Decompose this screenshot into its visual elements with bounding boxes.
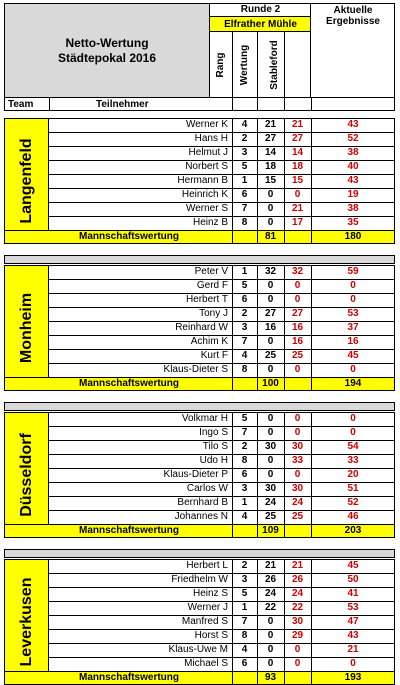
- player-rang: 1: [241, 266, 248, 277]
- player-ergebnis: 52: [347, 133, 359, 144]
- player-stableford: 25: [291, 511, 304, 522]
- player-wertung: 0: [267, 189, 274, 200]
- summary-wertung: 100: [262, 378, 279, 389]
- player-ergebnis: 0: [350, 413, 356, 424]
- player-stableford: 0: [294, 413, 301, 424]
- player-rang: 1: [241, 497, 248, 508]
- player-wertung: 25: [264, 350, 277, 361]
- player-rang: 6: [241, 294, 248, 305]
- grid-vline: [232, 230, 233, 244]
- col-header-wertung: Wertung: [239, 44, 250, 86]
- player-rang: 6: [241, 469, 248, 480]
- player-wertung: 30: [264, 441, 277, 452]
- player-stableford: 16: [291, 336, 304, 347]
- grid-vline: [232, 377, 233, 391]
- player-rang: 2: [241, 308, 248, 319]
- player-ergebnis: 53: [347, 602, 359, 613]
- player-rang: 5: [241, 161, 248, 172]
- player-rang: 4: [241, 511, 248, 522]
- player-ergebnis: 40: [347, 161, 359, 172]
- player-ergebnis: 0: [350, 294, 356, 305]
- player-stableford: 25: [291, 350, 304, 361]
- player-wertung: 0: [267, 280, 274, 291]
- player-stableford: 27: [291, 308, 304, 319]
- summary-ergebnis: 194: [344, 378, 362, 389]
- player-wertung: 0: [267, 616, 274, 627]
- player-wertung: 32: [264, 266, 277, 277]
- player-wertung: 0: [267, 413, 274, 424]
- player-ergebnis: 38: [347, 147, 359, 158]
- player-stableford: 16: [291, 322, 304, 333]
- player-ergebnis: 43: [347, 175, 359, 186]
- player-wertung: 15: [264, 175, 277, 186]
- grid-vline: [284, 671, 285, 685]
- player-wertung: 0: [267, 469, 274, 480]
- summary-label: Mannschaftswertung: [79, 525, 180, 536]
- player-wertung: 0: [267, 294, 274, 305]
- team-separator: [4, 549, 395, 558]
- player-name: Werner J: [187, 602, 228, 613]
- team-name: Düsseldorf: [17, 433, 35, 517]
- player-stableford: 0: [294, 658, 301, 669]
- summary-label: Mannschaftswertung: [79, 231, 180, 242]
- player-ergebnis: 54: [347, 441, 359, 452]
- venue-label: Elfrather Mühle: [224, 19, 297, 30]
- player-ergebnis: 51: [347, 483, 359, 494]
- player-ergebnis: 41: [347, 588, 359, 599]
- player-wertung: 0: [267, 630, 274, 641]
- team-separator: [4, 255, 395, 264]
- player-name: Gerd F: [196, 280, 228, 291]
- grid-vline: [284, 230, 285, 244]
- player-name: Friedhelm W: [171, 574, 228, 585]
- player-rang: 2: [241, 441, 248, 452]
- player-wertung: 0: [267, 217, 274, 228]
- summary-wertung: 109: [262, 525, 279, 536]
- player-name: Herbert L: [186, 560, 228, 571]
- summary-ergebnis: 180: [344, 231, 362, 242]
- player-ergebnis: 0: [350, 427, 356, 438]
- player-wertung: 0: [267, 364, 274, 375]
- summary-ergebnis: 193: [344, 672, 362, 683]
- player-stableford: 29: [291, 630, 304, 641]
- grid-vline: [232, 671, 233, 685]
- player-name: Werner S: [185, 203, 228, 214]
- player-name: Ingo S: [199, 427, 228, 438]
- player-rang: 7: [241, 427, 248, 438]
- player-ergebnis: 47: [347, 616, 359, 627]
- player-wertung: 0: [267, 455, 274, 466]
- team-header-row: [4, 98, 395, 111]
- player-rang: 1: [241, 602, 248, 613]
- sheet-subtitle: Städtepokal 2016: [57, 51, 157, 65]
- player-rang: 7: [241, 203, 248, 214]
- player-name: Horst S: [194, 630, 228, 641]
- player-name: Kurt F: [200, 350, 228, 361]
- player-stableford: 0: [294, 294, 301, 305]
- player-rang: 4: [241, 119, 248, 130]
- player-ergebnis: 43: [347, 630, 359, 641]
- player-ergebnis: 43: [347, 119, 359, 130]
- player-ergebnis: 19: [347, 189, 359, 200]
- col-header-stableford: Stableford: [269, 40, 280, 90]
- player-ergebnis: 37: [347, 322, 359, 333]
- player-stableford: 21: [291, 560, 304, 571]
- player-name: Heinrich K: [181, 189, 228, 200]
- summary-label: Mannschaftswertung: [79, 672, 180, 683]
- player-name: Udo H: [199, 455, 228, 466]
- player-wertung: 0: [267, 658, 274, 669]
- player-ergebnis: 16: [347, 336, 359, 347]
- player-name: Volkmar H: [181, 413, 228, 424]
- player-ergebnis: 21: [347, 644, 359, 655]
- player-name: Peter V: [194, 266, 228, 277]
- player-ergebnis: 35: [347, 217, 359, 228]
- player-stableford: 21: [291, 119, 304, 130]
- player-ergebnis: 0: [350, 658, 356, 669]
- player-stableford: 14: [291, 147, 304, 158]
- player-name: Klaus-Dieter P: [163, 469, 228, 480]
- player-name: Bernhard B: [177, 497, 228, 508]
- player-name: Johannes N: [174, 511, 228, 522]
- summary-wertung: 93: [264, 672, 277, 683]
- player-rang: 5: [241, 413, 248, 424]
- results-title-2: Ergebnisse: [326, 16, 380, 27]
- player-name: Heinz B: [192, 217, 228, 228]
- player-name: Reinhard W: [175, 322, 228, 333]
- player-name: Michael S: [184, 658, 228, 669]
- player-rang: 8: [241, 455, 248, 466]
- summary-wertung: 81: [264, 231, 277, 242]
- player-stableford: 24: [291, 497, 304, 508]
- player-name: Klaus-Uwe M: [168, 644, 228, 655]
- sheet-title: Netto-Wertung: [65, 36, 149, 50]
- summary-label: Mannschaftswertung: [79, 378, 180, 389]
- player-rang: 3: [241, 574, 248, 585]
- player-ergebnis: 20: [347, 469, 359, 480]
- player-name: Klaus-Dieter S: [163, 364, 228, 375]
- grid-vline: [284, 524, 285, 538]
- player-wertung: 27: [264, 133, 277, 144]
- player-name: Hans H: [194, 133, 228, 144]
- player-rang: 3: [241, 483, 248, 494]
- player-rang: 3: [241, 147, 248, 158]
- player-rang: 3: [241, 322, 248, 333]
- player-name: Norbert S: [185, 161, 228, 172]
- player-ergebnis: 0: [350, 364, 356, 375]
- player-name: Herbert T: [185, 294, 228, 305]
- summary-ergebnis: 203: [344, 525, 362, 536]
- player-stableford: 32: [291, 266, 304, 277]
- player-ergebnis: 50: [347, 574, 359, 585]
- player-rang: 6: [241, 658, 248, 669]
- round-label: Runde 2: [240, 4, 281, 15]
- player-stableford: 21: [291, 203, 304, 214]
- player-stableford: 17: [291, 217, 304, 228]
- player-rang: 6: [241, 189, 248, 200]
- player-rang: 4: [241, 350, 248, 361]
- player-ergebnis: 33: [347, 455, 359, 466]
- player-stableford: 26: [291, 574, 304, 585]
- player-stableford: 0: [294, 280, 301, 291]
- team-name: Langenfeld: [17, 138, 35, 224]
- player-name: Achim K: [190, 336, 228, 347]
- player-rang: 5: [241, 280, 248, 291]
- player-stableford: 0: [294, 189, 301, 200]
- player-stableford: 33: [291, 455, 304, 466]
- player-wertung: 0: [267, 644, 274, 655]
- player-wertung: 0: [267, 427, 274, 438]
- player-wertung: 16: [264, 322, 277, 333]
- player-stableford: 0: [294, 644, 301, 655]
- team-name: Leverkusen: [17, 577, 35, 667]
- player-stableford: 15: [291, 175, 304, 186]
- player-wertung: 24: [264, 497, 277, 508]
- player-wertung: 27: [264, 308, 277, 319]
- results-title-1: Aktuelle: [333, 5, 373, 16]
- player-name: Heinz S: [192, 588, 228, 599]
- player-stableford: 0: [294, 469, 301, 480]
- player-ergebnis: 59: [347, 266, 359, 277]
- player-ergebnis: 52: [347, 497, 359, 508]
- player-rang: 8: [241, 630, 248, 641]
- player-wertung: 0: [267, 203, 274, 214]
- player-wertung: 0: [267, 336, 274, 347]
- player-name: Carlos W: [186, 483, 228, 494]
- player-ergebnis: 53: [347, 308, 359, 319]
- player-name: Tony J: [199, 308, 228, 319]
- player-wertung: 21: [264, 560, 277, 571]
- player-stableford: 22: [291, 602, 304, 613]
- grid-vline: [232, 524, 233, 538]
- player-stableford: 0: [294, 427, 301, 438]
- player-name: Manfred S: [181, 616, 228, 627]
- player-rang: 8: [241, 217, 248, 228]
- col-header-rang: Rang: [215, 52, 226, 78]
- team-separator: [4, 402, 395, 411]
- player-stableford: 30: [291, 616, 304, 627]
- player-rang: 7: [241, 616, 248, 627]
- player-rang: 5: [241, 588, 248, 599]
- player-wertung: 24: [264, 588, 277, 599]
- player-wertung: 21: [264, 119, 277, 130]
- player-stableford: 24: [291, 588, 304, 599]
- player-ergebnis: 46: [347, 511, 359, 522]
- player-stableford: 27: [291, 133, 304, 144]
- player-wertung: 22: [264, 602, 277, 613]
- player-wertung: 14: [264, 147, 277, 158]
- player-rang: 4: [241, 644, 248, 655]
- player-name: Helmut J: [188, 147, 228, 158]
- player-ergebnis: 45: [347, 560, 359, 571]
- player-name: Tilo S: [202, 441, 228, 452]
- player-rang: 1: [241, 175, 248, 186]
- player-stableford: 0: [294, 364, 301, 375]
- player-stableford: 30: [291, 483, 304, 494]
- player-name: Hermann B: [177, 175, 228, 186]
- player-wertung: 26: [264, 574, 277, 585]
- results-sheet: [4, 3, 395, 683]
- player-rang: 8: [241, 364, 248, 375]
- player-ergebnis: 45: [347, 350, 359, 361]
- col-header-teilnehmer: Teilnehmer: [96, 99, 149, 110]
- col-header-team: Team: [8, 99, 34, 110]
- player-wertung: 30: [264, 483, 277, 494]
- team-name: Monheim: [17, 292, 35, 364]
- player-name: Werner K: [185, 119, 228, 130]
- player-rang: 7: [241, 336, 248, 347]
- player-stableford: 30: [291, 441, 304, 452]
- grid-vline: [284, 377, 285, 391]
- player-ergebnis: 38: [347, 203, 359, 214]
- player-wertung: 18: [264, 161, 277, 172]
- player-wertung: 25: [264, 511, 277, 522]
- player-stableford: 18: [291, 161, 304, 172]
- player-rang: 2: [241, 560, 248, 571]
- player-rang: 2: [241, 133, 248, 144]
- player-ergebnis: 0: [350, 280, 356, 291]
